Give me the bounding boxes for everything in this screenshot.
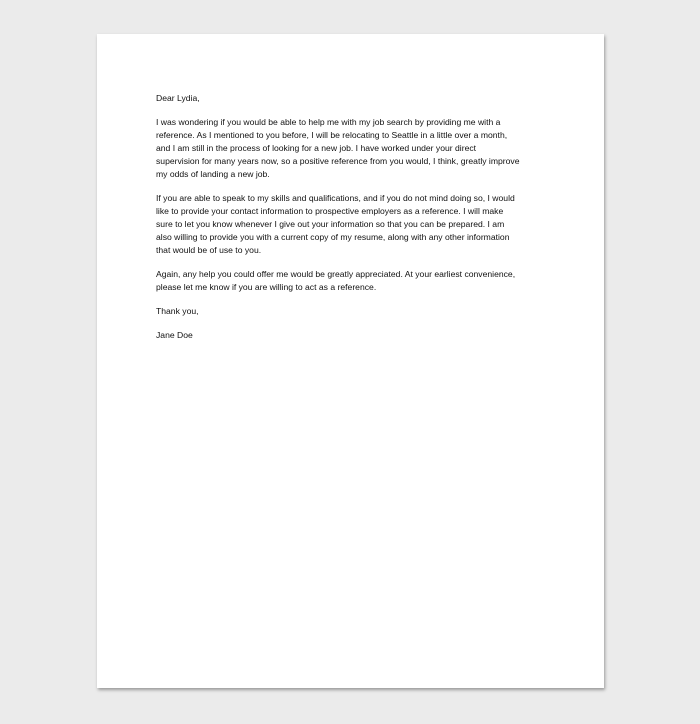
- paragraph-line: like to provide your contact information to prospective employers as a reference. I will make: [156, 206, 504, 216]
- paragraph-line: I was wondering if you would be able to help me with my job search by providing me with a: [156, 117, 501, 127]
- paragraph-line: my odds of landing a new job.: [156, 169, 270, 179]
- paragraph-2: [156, 192, 556, 257]
- paragraph-line: that would be of use to you.: [156, 245, 262, 255]
- document-page: [97, 34, 604, 688]
- paragraph-line: please let me know if you are willing to act as a reference.: [156, 282, 377, 292]
- paragraph-3: [156, 268, 556, 294]
- paragraph-line: reference. As I mentioned to you before, I will be relocating to Seattle in a little over a month,: [156, 130, 508, 140]
- salutation: Dear Lydia,: [156, 93, 200, 103]
- letter-body: [156, 92, 556, 342]
- paragraph-line: and I am still in the process of looking for a new job. I have worked under your direct: [156, 143, 477, 153]
- paragraph-line: supervision for many years now, so a positive reference from you would, I think, greatly improve: [156, 156, 520, 166]
- signature: Jane Doe: [156, 330, 193, 340]
- closing: Thank you,: [156, 306, 199, 316]
- paragraph-line: also willing to provide you with a current copy of my resume, along with any other information: [156, 232, 510, 242]
- paragraph-line: sure to let you know whenever I give out your information so that you can be prepared. I am: [156, 219, 505, 229]
- paragraph-line: If you are able to speak to my skills and qualifications, and if you do not mind doing so, I would: [156, 193, 515, 203]
- paragraph-line: Again, any help you could offer me would be greatly appreciated. At your earliest convenience,: [156, 269, 516, 279]
- paragraph-1: [156, 116, 556, 181]
